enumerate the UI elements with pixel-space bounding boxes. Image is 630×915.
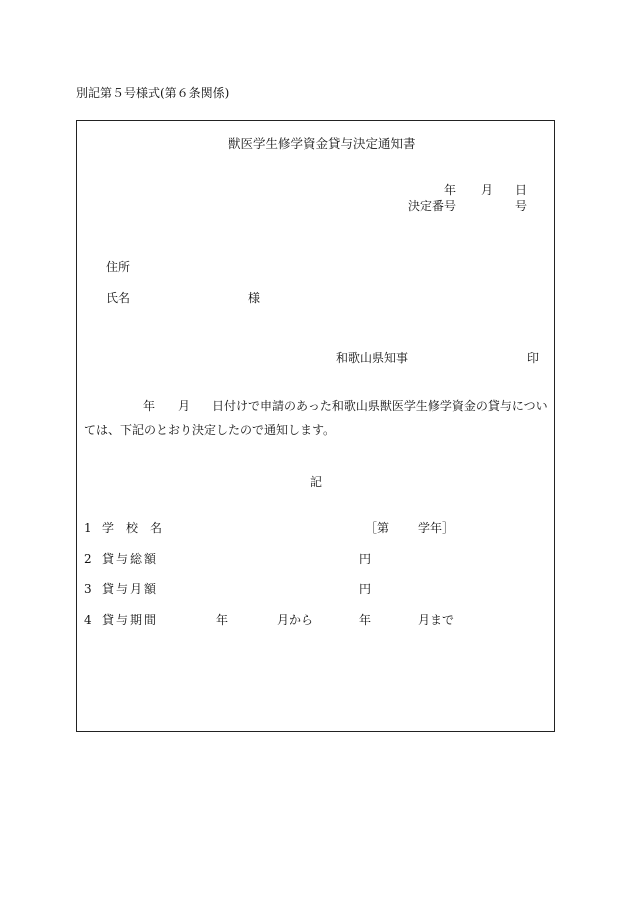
item-3-unit: 円 xyxy=(359,582,372,596)
document-title: 獣医学生修学資金貸与決定通知書 xyxy=(228,136,416,151)
item-2-unit: 円 xyxy=(359,552,372,566)
body-line1: 日付けで申請のあった和歌山県獣医学生修学資金の貸与につい xyxy=(212,399,548,413)
date-year-label: 年 xyxy=(444,183,457,197)
item-1-label: 学 校 名 xyxy=(102,521,163,535)
item-1-bracket-close: 学年］ xyxy=(418,521,455,535)
item-2-number: 2 xyxy=(84,552,92,566)
item-3-number: 3 xyxy=(84,582,92,596)
body-year-label: 年 xyxy=(143,399,156,413)
date-month-label: 月 xyxy=(481,183,494,197)
item-4-year-end: 年 xyxy=(359,613,372,627)
item-4-year-start: 年 xyxy=(216,613,229,627)
item-4-month-to: 月まで xyxy=(418,613,455,627)
item-4-month-from: 月から xyxy=(277,613,314,627)
name-label: 氏名 xyxy=(106,291,131,305)
decision-number-suffix: 号 xyxy=(515,199,528,213)
item-2-label: 貸与総額 xyxy=(102,552,159,566)
issuer: 和歌山県知事 xyxy=(336,351,409,365)
decision-number-label: 決定番号 xyxy=(408,199,457,213)
item-4-label: 貸与期間 xyxy=(102,613,159,627)
seal-mark: 印 xyxy=(527,351,540,365)
item-3-label: 貸与月額 xyxy=(102,582,159,596)
item-1-number: 1 xyxy=(84,521,92,535)
honorific: 様 xyxy=(248,291,261,305)
form-label: 別記第５号様式(第６条関係) xyxy=(76,86,230,100)
body-month-label: 月 xyxy=(178,399,191,413)
item-4-number: 4 xyxy=(84,613,92,627)
address-label: 住所 xyxy=(106,260,131,274)
ki-heading: 記 xyxy=(310,475,323,489)
date-day-label: 日 xyxy=(515,183,528,197)
item-1-bracket-open: ［第 xyxy=(365,521,390,535)
body-line2: ては、下記のとおり決定したので通知します。 xyxy=(84,423,336,437)
